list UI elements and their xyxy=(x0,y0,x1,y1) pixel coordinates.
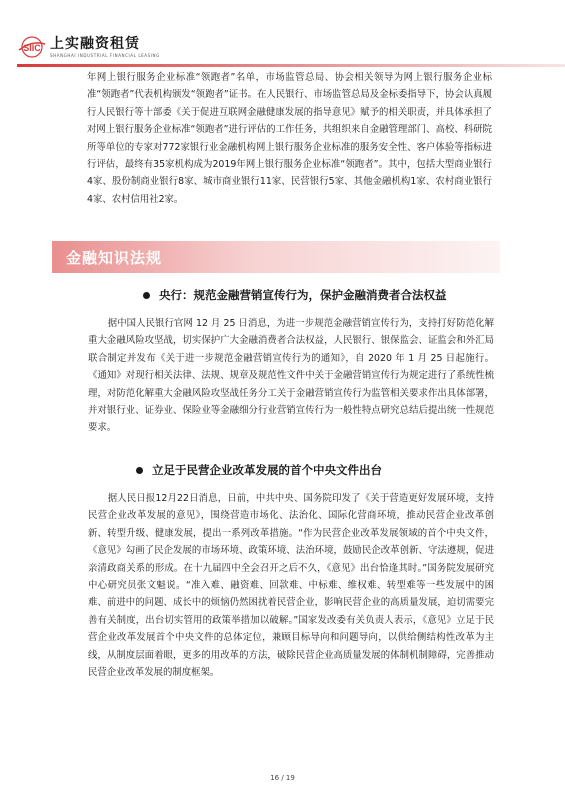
page-header xyxy=(0,0,565,70)
article-heading-1 xyxy=(143,287,447,303)
article-title-1: 央行：规范金融营销宣传行为，保护金融消费者合法权益 xyxy=(159,288,447,302)
section-title: 金融知识法规 xyxy=(66,249,163,267)
article-title-2: 立足于民营企业改革发展的首个中央文件出台 xyxy=(152,463,382,477)
logo-letters: SIIC xyxy=(23,43,41,53)
logo-text xyxy=(50,36,160,58)
article-heading-2 xyxy=(136,462,382,478)
bullet-icon xyxy=(143,292,150,299)
company-name-en: SHANGHAI INDUSTRIAL FINANCIAL LEASING xyxy=(50,53,160,58)
section-header-bar xyxy=(52,241,500,273)
siic-logo-icon xyxy=(17,36,47,58)
intro-paragraph: 年网上银行服务企业标准“领跑者”名单，市场监管总局、协会相关领导为网上银行服务企业标准“领跑者”代表机构颁发“领跑者”证书。在人民银行、市场监管总局及金标委指导下，协会认真履行人民银行等十部委《关于促进互联网金融健康发展的指导意见》赋予的相关职责，并具体承担了对网上银行服务企业标准“领跑者”进行评估的工作任务，共组织来自金融管理部门、高校、科研院所等单位的专家对772家银行业金融机构网上银行服务企业标准的服务安全性、客户体验等指标进行评估，最终有35家机构成为2019年网上银行服务企业标准“领跑者”。其中，包括大型商业银行4家、股份制商业银行8家、城市商业银行11家、民营银行5家、其他金融机构1家、农村商业银行4家、农村信用社2家。 xyxy=(87,72,492,205)
page-number: 16 / 19 xyxy=(270,774,295,782)
company-name-cn: 上实融资租赁 xyxy=(50,36,140,52)
bullet-icon xyxy=(136,467,143,474)
company-logo xyxy=(17,36,160,58)
article-body-2: 据人民日报12月22日消息，日前，中共中央、国务院印发了《关于营造更好发展环境，支持民营企业改革发展的意见》，围绕营造市场化、法治化、国际化营商环境，推动民营企业改革创新、转型升级、健康发展，提出一系列改革措施。“作为民营企业改革发展领域的首个中央文件，《意见》勾画了民企发展的市场环境、政策环境、法治环境，鼓励民企改革创新、守法遵规，促进亲清政商关系的形成。在十九届四中全会召开之后不久，《意见》出台恰逢其时。”国务院发展研究中心研究员张文魁说。“准入难、融资难、回款难、中标难、维权难、转型难等一些发展中的困难、前进中的问题、成长中的烦恼仍然困扰着民营企业，影响民营企业的高质量发展，迫切需要完善有关制度，出台切实管用的政策举措加以破解。”国家发改委有关负责人表示，《意见》立足于民营企业改革发展首个中央文件的总体定位，兼顾目标导向和问题导向，以供给侧结构性改革为主线，从制度层面着眼，更多的用改革的方法，破除民营企业高质量发展的体制机制障碍，完善推动民营企业改革发展的制度框架。 xyxy=(88,493,494,679)
article-body-1: 据中国人民银行官网 12 月 25 日消息，为进一步规范金融营销宣传行为，支持打好防范化解重大金融风险攻坚战，切实保护广大金融消费者合法权益，人民银行、银保监会、证监会和外汇局联合制定并发布《关于进一步规范金融营销宣传行为的通知》，自 2020 年 1 月 25 日起施行。《通知》对现行相关法律、法规、规章及规范性文件中关于金融营销宣传行为规定进行了系统性梳理，对防范化解重大金融风险攻坚战任务分工关于金融营销宣传行为监管相关要求作出具体部署，并对银行业、证券业、保险业等金融细分行业营销宣传行为一般性特点研究总结后提出统一性规范要求。 xyxy=(88,318,494,434)
header-divider xyxy=(17,64,565,67)
